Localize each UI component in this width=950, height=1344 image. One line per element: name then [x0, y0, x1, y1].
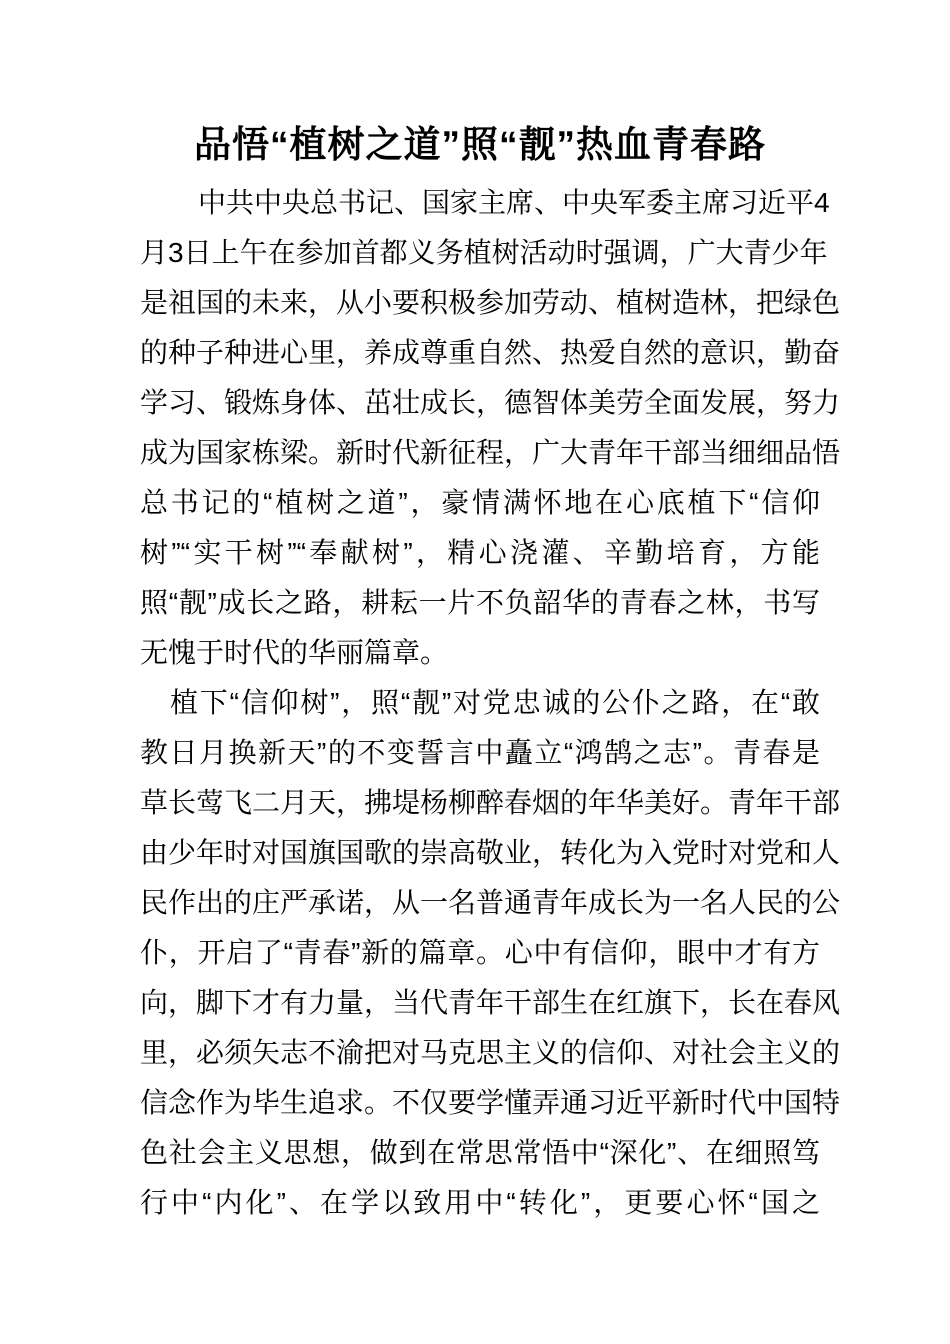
body-line: 中共中央总书记、国家主席、中央军委主席习近平4	[198, 187, 830, 218]
body-line: 草长莺飞二月天，拂堤杨柳醉春烟的年华美好。青年干部	[140, 787, 841, 818]
body-line: 树”“实干树”“奉献树”，精心浇灌、辛勤培育，方能	[140, 537, 820, 568]
body-line: 总书记的“植树之道”，豪情满怀地在心底植下“信仰	[140, 487, 820, 518]
body-line: 信念作为毕生追求。不仅要学懂弄通习近平新时代中国特	[140, 1087, 841, 1118]
body-line: 民作出的庄严承诺，从一名普通青年成长为一名人民的公	[140, 887, 841, 918]
body-line: 月3日上午在参加首都义务植树活动时强调，广大青少年	[140, 237, 828, 268]
body-line: 的种子种进心里，养成尊重自然、热爱自然的意识，勤奋	[140, 337, 841, 368]
document-title: 品悟“植树之道”照“靓”热血青春路	[194, 124, 766, 165]
body-line: 仆，开启了“青春”新的篇章。心中有信仰，眼中才有方	[140, 937, 820, 968]
body-line: 是祖国的未来，从小要积极参加劳动、植树造林，把绿色	[140, 287, 841, 318]
body-line: 里，必须矢志不渝把对马克思主义的信仰、对社会主义的	[140, 1037, 841, 1068]
body-line: 色社会主义思想，做到在常思常悟中“深化”、在细照笃	[140, 1137, 820, 1168]
body-line: 教日月换新天”的不变誓言中矗立“鸿鹄之志”。青春是	[140, 737, 820, 768]
body-line: 向，脚下才有力量，当代青年干部生在红旗下，长在春风	[140, 987, 841, 1018]
body-line: 植下“信仰树”，照“靓”对党忠诚的公仆之路，在“敢	[170, 687, 820, 718]
body-line: 由少年时对国旗国歌的崇高敬业，转化为入党时对党和人	[140, 837, 841, 868]
body-line: 无愧于时代的华丽篇章。	[140, 637, 449, 668]
body-line: 学习、锻炼身体、茁壮成长，德智体美劳全面发展，努力	[140, 387, 841, 418]
body-line: 成为国家栋梁。新时代新征程，广大青年干部当细细品悟	[140, 437, 841, 468]
body-line: 行中“内化”、在学以致用中“转化”，更要心怀“国之	[140, 1187, 820, 1218]
body-line: 照“靓”成长之路，耕耘一片不负韶华的青春之林，书写	[140, 587, 820, 618]
